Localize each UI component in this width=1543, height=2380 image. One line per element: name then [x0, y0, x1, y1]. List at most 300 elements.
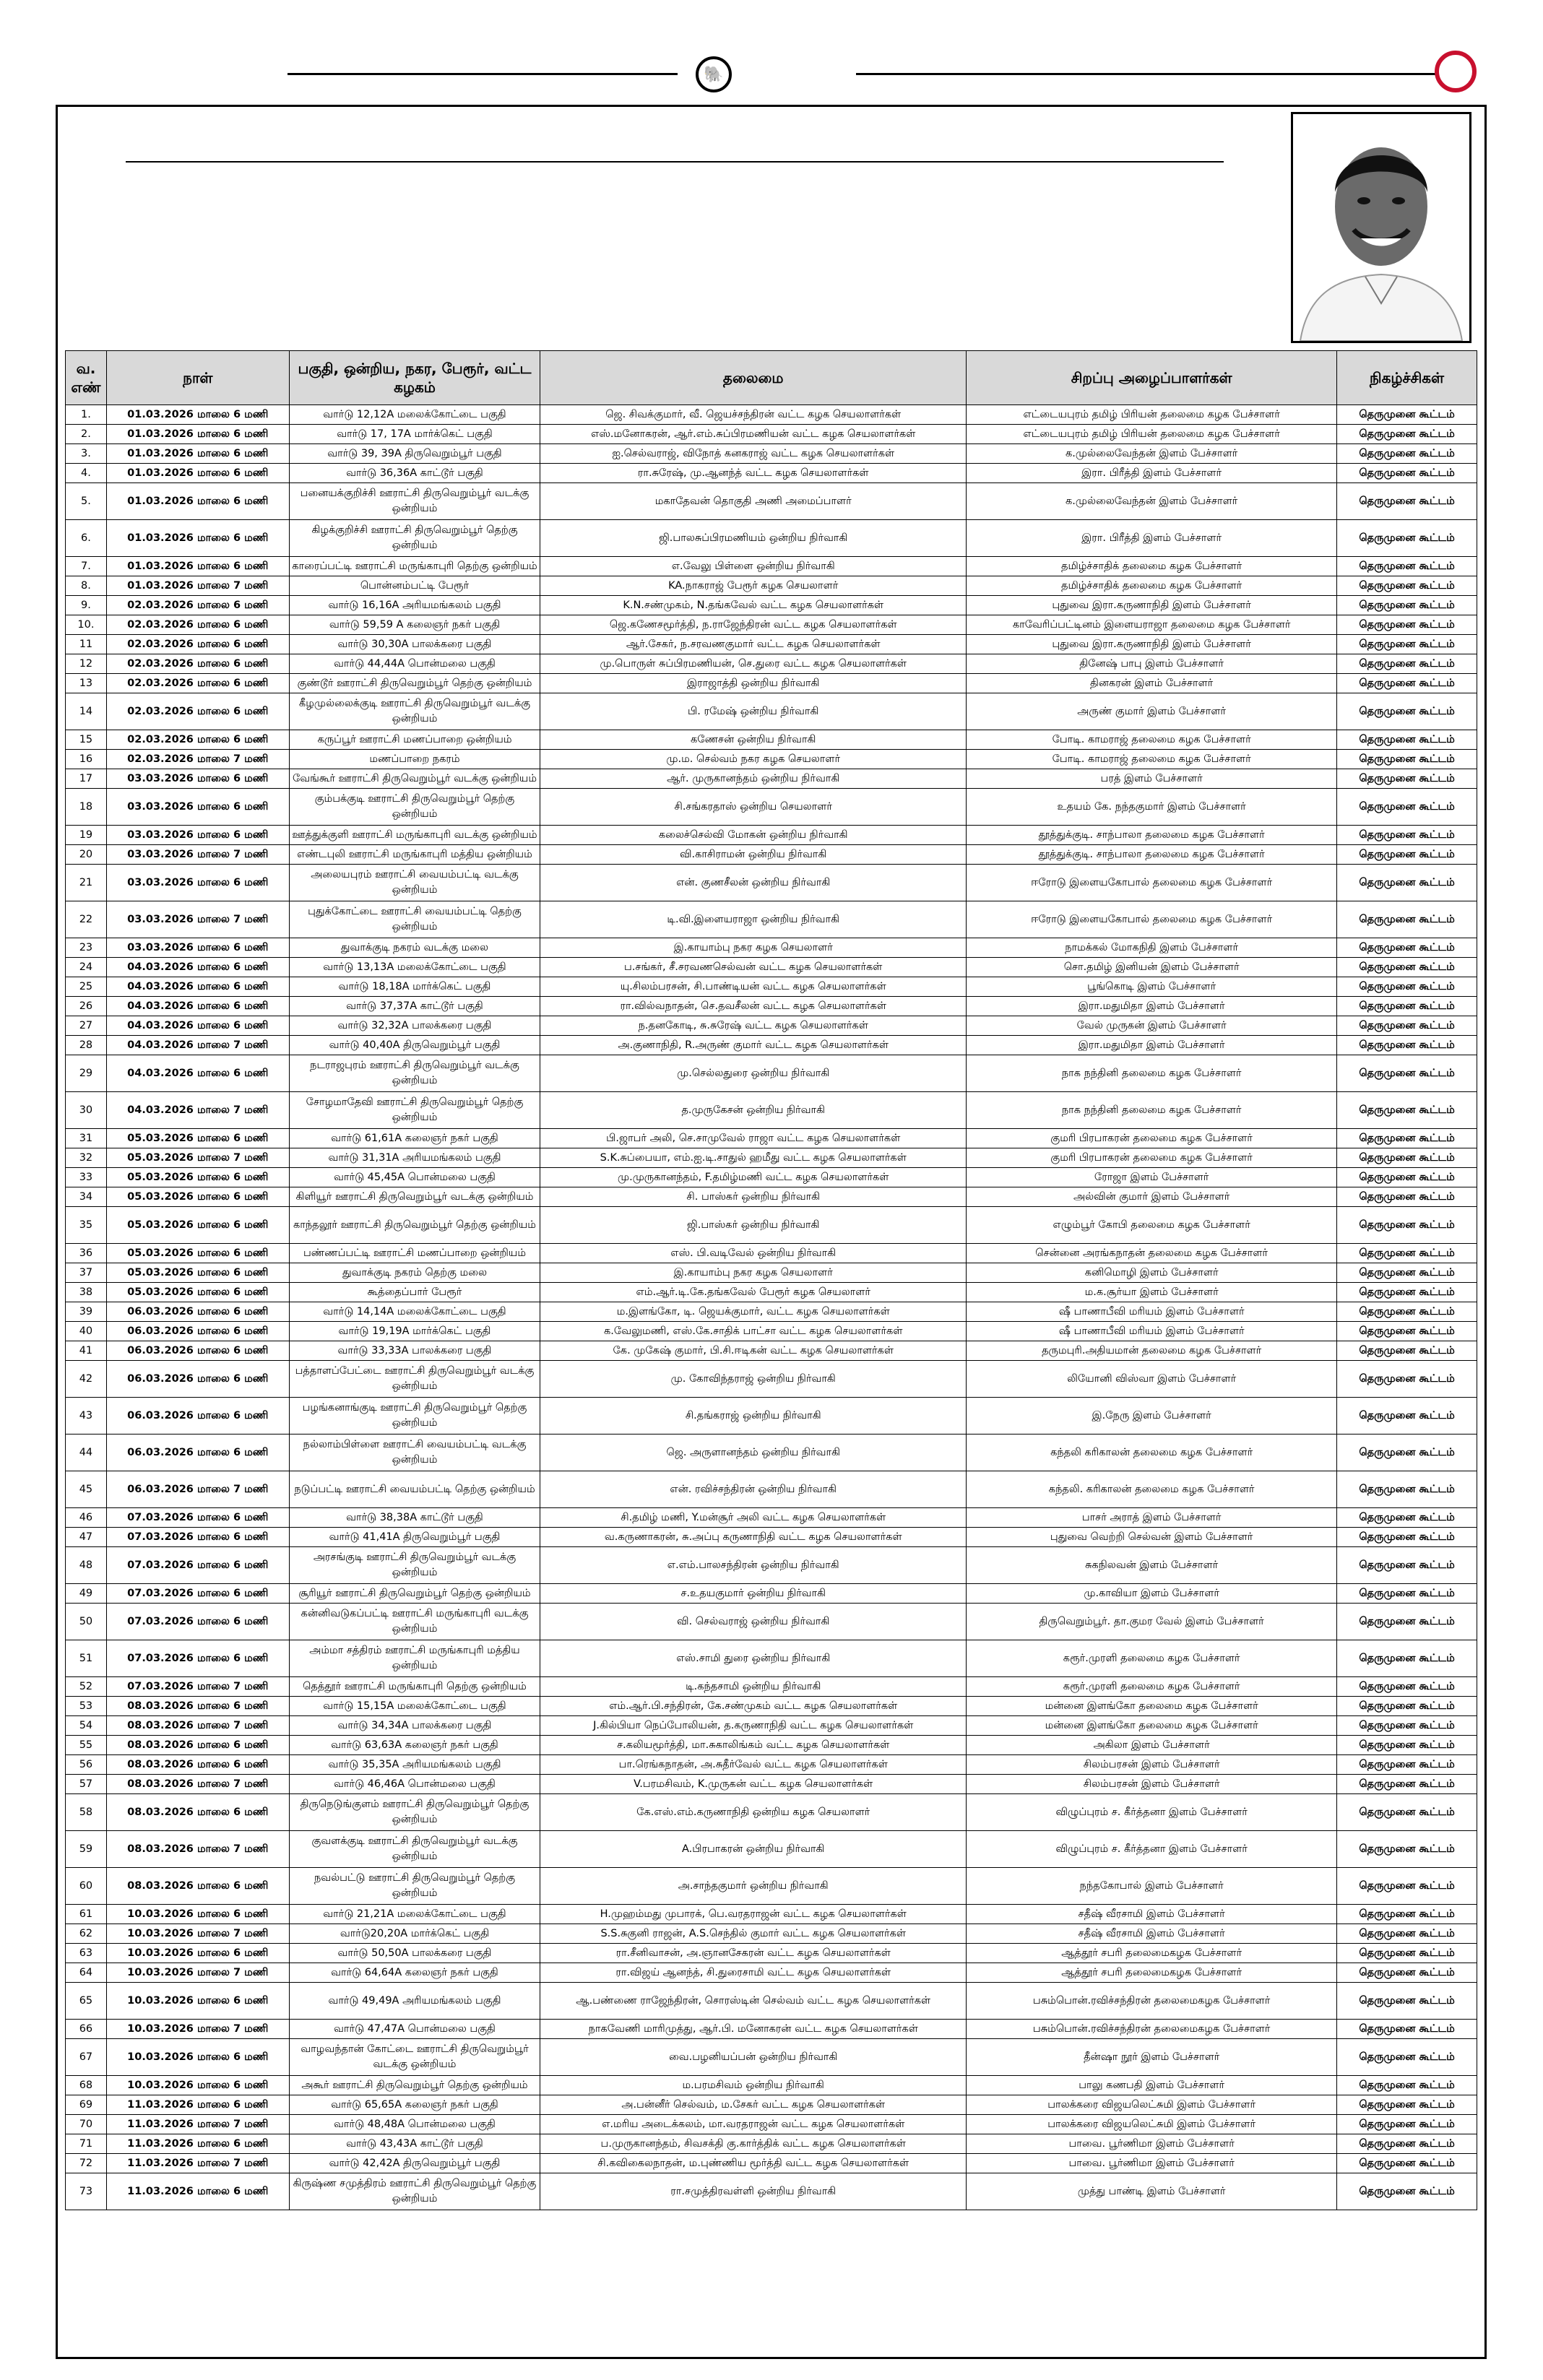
cell-area: வார்டு 36,36A காட்டூர் பகுதி [289, 464, 540, 483]
cell-chair: ந.தனகோடி, சு.சுரேஷ் வட்ட கழக செயலாளர்கள் [540, 1016, 967, 1036]
cell-serial: 12 [66, 654, 107, 674]
cell-event: தெருமுனை கூட்டம் [1337, 1677, 1477, 1697]
table-row [66, 1016, 1477, 1036]
cell-guests: கனிமொழி இளம் பேச்சாளர் [967, 1263, 1337, 1283]
cell-area: வார்டு 47,47A பொன்மலை பகுதி [289, 2020, 540, 2039]
cell-serial: 1. [66, 405, 107, 425]
table-row [66, 520, 1477, 557]
table-row [66, 1944, 1477, 1963]
cell-area: வார்டு 61,61A கலைஞர் நகர் பகுதி [289, 1129, 540, 1148]
cell-guests: அகிலா இளம் பேச்சாளர் [967, 1736, 1337, 1755]
cell-event: தெருமுனை கூட்டம் [1337, 1697, 1477, 1716]
cell-event: தெருமுனை கூட்டம் [1337, 1016, 1477, 1036]
cell-area: சூரியூர் ஊராட்சி திருவெறும்பூர் தெற்கு ஒன்றியம் [289, 1584, 540, 1604]
cell-date: 01.03.2026 மாலை 6 மணி [106, 557, 289, 576]
cell-area: வார்டு 17, 17A மார்க்கெட் பகுதி [289, 425, 540, 444]
table-row [66, 2134, 1477, 2154]
cell-event: தெருமுனை கூட்டம் [1337, 520, 1477, 557]
cell-chair: ச.உதயகுமார் ஒன்றிய நிர்வாகி [540, 1584, 967, 1604]
cell-date: 03.03.2026 மாலை 6 மணி [106, 938, 289, 958]
cell-event: தெருமுனை கூட்டம் [1337, 769, 1477, 789]
cell-chair: என். குணசீலன் ஒன்றிய நிர்வாகி [540, 865, 967, 901]
cell-date: 10.03.2026 மாலை 7 மணி [106, 1924, 289, 1944]
cell-event: தெருமுனை கூட்டம் [1337, 635, 1477, 654]
events-table [65, 350, 1477, 2210]
table-row [66, 865, 1477, 901]
col-header-chair: தலைமை [540, 351, 967, 405]
cell-event: தெருமுனை கூட்டம் [1337, 2173, 1477, 2210]
cell-guests: தமிழ்ச்சாதிக் தலைமை கழக பேச்சாளர் [967, 557, 1337, 576]
cell-area: வார்டு20,20A மார்க்கெட் பகுதி [289, 1924, 540, 1944]
cell-event: தெருமுனை கூட்டம் [1337, 1187, 1477, 1207]
cell-serial: 50 [66, 1604, 107, 1640]
table-row [66, 1361, 1477, 1398]
cell-guests: உதயம் கே. நந்தகுமார் இளம் பேச்சாளர் [967, 789, 1337, 826]
cell-serial: 27 [66, 1016, 107, 1036]
cell-area: வார்டு 21,21A மலைக்கோட்டை பகுதி [289, 1905, 540, 1924]
table-row [66, 1547, 1477, 1584]
cell-date: 05.03.2026 மாலை 6 மணி [106, 1129, 289, 1148]
cell-date: 04.03.2026 மாலை 6 மணி [106, 1016, 289, 1036]
cell-event: தெருமுனை கூட்டம் [1337, 730, 1477, 750]
cell-date: 08.03.2026 மாலை 6 மணி [106, 1697, 289, 1716]
cell-area: எண்டபுலி ஊராட்சி மருங்காபுரி மத்திய ஒன்றியம் [289, 845, 540, 865]
cell-chair: எ.எம்.பாலசந்திரன் ஒன்றிய நிர்வாகி [540, 1547, 967, 1584]
cell-serial: 53 [66, 1697, 107, 1716]
cell-area: கீழமுல்லைக்குடி ஊராட்சி திருவெறும்பூர் வடக்கு ஒன்றியம் [289, 693, 540, 730]
cell-guests: நாமக்கல் மோகநிதி இளம் பேச்சாளர் [967, 938, 1337, 958]
cell-chair: எஸ்.சாமி துரை ஒன்றிய நிர்வாகி [540, 1640, 967, 1677]
cell-serial: 8. [66, 576, 107, 596]
table-row [66, 1471, 1477, 1508]
cell-area: நல்லாம்பிள்ளை ஊராட்சி வையம்பட்டி வடக்கு ஒன்றியம் [289, 1435, 540, 1471]
cell-guests: பசும்பொன்.ரவிச்சந்திரன் தலைமைகழக பேச்சாளர் [967, 1983, 1337, 2020]
cell-chair: பி.ஜாபர் அலி, செ.சாமுவேல் ராஜா வட்ட கழக செயலாளர்கள் [540, 1129, 967, 1148]
cell-chair: டி.வி.இளையராஜா ஒன்றிய நிர்வாகி [540, 901, 967, 938]
cell-date: 02.03.2026 மாலை 6 மணி [106, 674, 289, 693]
cell-serial: 54 [66, 1716, 107, 1736]
cell-guests: தினகரன் இளம் பேச்சாளர் [967, 674, 1337, 693]
table-row [66, 1398, 1477, 1435]
cell-guests: குமரி பிரபாகரன் தலைமை கழக பேச்சாளர் [967, 1148, 1337, 1168]
cell-area: அலையபுரம் ஊராட்சி வையம்பட்டி வடக்கு ஒன்றியம் [289, 865, 540, 901]
cell-chair: ரா.வில்வநாதன், செ.தவசீலன் வட்ட கழக செயலாளர்கள் [540, 997, 967, 1016]
cell-chair: சி.தமிழ் மணி, Y.மன்சூர் அலி வட்ட கழக செயலாளர்கள் [540, 1508, 967, 1528]
cell-chair: ரா.சுரேஷ், மு.ஆனந்த் வட்ட கழக செயலாளர்கள் [540, 464, 967, 483]
cell-date: 10.03.2026 மாலை 6 மணி [106, 2039, 289, 2076]
cell-chair: எஸ்.மனோகரன், ஆர்.எம்.சுப்பிரமணியன் வட்ட கழக செயலாளர்கள் [540, 425, 967, 444]
cell-date: 06.03.2026 மாலை 6 மணி [106, 1435, 289, 1471]
cell-guests: இரா.மதுமிதா இளம் பேச்சாளர் [967, 997, 1337, 1016]
cell-chair: மு.முருகானந்தம், F.தமிழ்மணி வட்ட கழக செயலாளர்கள் [540, 1168, 967, 1187]
cell-guests: பூங்கொடி இளம் பேச்சாளர் [967, 977, 1337, 997]
cell-serial: 22 [66, 901, 107, 938]
cell-serial: 16 [66, 750, 107, 769]
cell-area: கூத்தைப்பார் பேரூர் [289, 1283, 540, 1302]
cell-date: 08.03.2026 மாலை 7 மணி [106, 1831, 289, 1868]
table-row [66, 901, 1477, 938]
cell-event: தெருமுனை கூட்டம் [1337, 997, 1477, 1016]
table-row [66, 938, 1477, 958]
cell-serial: 41 [66, 1341, 107, 1361]
cell-event: தெருமுனை கூட்டம் [1337, 1471, 1477, 1508]
cell-chair: V.பரமசிவம், K.முருகன் வட்ட கழக செயலாளர்கள் [540, 1775, 967, 1794]
cell-serial: 26 [66, 997, 107, 1016]
cell-guests: ஷீ பாணாபீவி மரியம் இளம் பேச்சாளர் [967, 1302, 1337, 1322]
cell-area: வார்டு 43,43A காட்டூர் பகுதி [289, 2134, 540, 2154]
cell-date: 02.03.2026 மாலை 6 மணி [106, 635, 289, 654]
cell-event: தெருமுனை கூட்டம் [1337, 977, 1477, 997]
cell-area: வார்டு 16,16A அரியமங்கலம் பகுதி [289, 596, 540, 615]
cell-event: தெருமுனை கூட்டம் [1337, 1963, 1477, 1983]
cell-event: தெருமுனை கூட்டம் [1337, 1868, 1477, 1905]
cell-event: தெருமுனை கூட்டம் [1337, 483, 1477, 520]
table-row [66, 1528, 1477, 1547]
cell-area: மணப்பாறை நகரம் [289, 750, 540, 769]
cell-chair: அ.குணாநிதி, R.அருண் குமார் வட்ட கழக செயலாளர்கள் [540, 1036, 967, 1055]
cell-date: 10.03.2026 மாலை 6 மணி [106, 1905, 289, 1924]
cell-serial: 58 [66, 1794, 107, 1831]
cell-guests: கரூர்.முரளி தலைமை கழக பேச்சாளர் [967, 1677, 1337, 1697]
cell-guests: வேல் முருகன் இளம் பேச்சாளர் [967, 1016, 1337, 1036]
cell-guests: தமிழ்ச்சாதிக் தலைமை கழக பேச்சாளர் [967, 576, 1337, 596]
cell-area: வார்டு 37,37A காட்டூர் பகுதி [289, 997, 540, 1016]
cell-guests: ஆத்தூர் சபரி தலைமைகழக பேச்சாளர் [967, 1944, 1337, 1963]
cell-guests: கந்தலி. கரிகாலன் தலைமை கழக பேச்சாளர் [967, 1471, 1337, 1508]
cell-serial: 28 [66, 1036, 107, 1055]
cell-date: 11.03.2026 மாலை 6 மணி [106, 2095, 289, 2115]
cell-event: தெருமுனை கூட்டம் [1337, 1983, 1477, 2020]
cell-chair: வி.காசிராமன் ஒன்றிய நிர்வாகி [540, 845, 967, 865]
table-row [66, 1036, 1477, 1055]
cell-event: தெருமுனை கூட்டம் [1337, 1584, 1477, 1604]
cell-chair: கணேசன் ஒன்றிய நிர்வாகி [540, 730, 967, 750]
cell-chair: எ.வேலு பிள்ளை ஒன்றிய நிர்வாகி [540, 557, 967, 576]
cell-serial: 10. [66, 615, 107, 635]
cell-guests: விழுப்புரம் ச. கீர்த்தனா இளம் பேச்சாளர் [967, 1794, 1337, 1831]
cell-guests: சொ.தமிழ் இனியன் இளம் பேச்சாளர் [967, 958, 1337, 977]
cell-serial: 14 [66, 693, 107, 730]
cell-date: 05.03.2026 மாலை 6 மணி [106, 1187, 289, 1207]
cell-chair: A.பிரபாகரன் ஒன்றிய நிர்வாகி [540, 1831, 967, 1868]
cell-guests: ஈரோடு இளையகோபால் தலைமை கழக பேச்சாளர் [967, 865, 1337, 901]
table-row [66, 1584, 1477, 1604]
cell-guests: முத்து பாண்டி இளம் பேச்சாளர் [967, 2173, 1337, 2210]
cell-date: 10.03.2026 மாலை 6 மணி [106, 1944, 289, 1963]
cell-serial: 51 [66, 1640, 107, 1677]
cell-event: தெருமுனை கூட்டம் [1337, 2134, 1477, 2154]
cell-serial: 61 [66, 1905, 107, 1924]
cell-area: வார்டு 18,18A மார்க்கெட் பகுதி [289, 977, 540, 997]
cell-event: தெருமுனை கூட்டம் [1337, 1716, 1477, 1736]
cell-chair: மு.பொருள் சுப்பிரமணியன், செ.துரை வட்ட கழக செயலாளர்கள் [540, 654, 967, 674]
table-row [66, 1302, 1477, 1322]
table-row [66, 826, 1477, 845]
table-row [66, 1148, 1477, 1168]
cell-event: தெருமுனை கூட்டம் [1337, 750, 1477, 769]
table-row [66, 2173, 1477, 2210]
cell-area: கிளியூர் ஊராட்சி திருவெறும்பூர் வடக்கு ஒன்றியம் [289, 1187, 540, 1207]
cell-serial: 2. [66, 425, 107, 444]
cell-serial: 21 [66, 865, 107, 901]
table-row [66, 1736, 1477, 1755]
cell-area: வார்டு 30,30A பாலக்கரை பகுதி [289, 635, 540, 654]
table-row [66, 1794, 1477, 1831]
cell-date: 06.03.2026 மாலை 6 மணி [106, 1361, 289, 1398]
cell-area: பனையக்குறிச்சி ஊராட்சி திருவெறும்பூர் வடக்கு ஒன்றியம் [289, 483, 540, 520]
cell-event: தெருமுனை கூட்டம் [1337, 2115, 1477, 2134]
cell-event: தெருமுனை கூட்டம் [1337, 1129, 1477, 1148]
cell-event: தெருமுனை கூட்டம் [1337, 405, 1477, 425]
table-row [66, 977, 1477, 997]
table-row [66, 615, 1477, 635]
cell-chair: மு.செல்லதுரை ஒன்றிய நிர்வாகி [540, 1055, 967, 1092]
cell-event: தெருமுனை கூட்டம் [1337, 674, 1477, 693]
cell-serial: 20 [66, 845, 107, 865]
table-row [66, 674, 1477, 693]
cell-guests: எட்டையபுரம் தமிழ் பிரியன் தலைமை கழக பேச்சாளர் [967, 425, 1337, 444]
cell-serial: 59 [66, 1831, 107, 1868]
cell-guests: ஷீ பாணாபீவி மரியம் இளம் பேச்சாளர் [967, 1322, 1337, 1341]
table-row [66, 1508, 1477, 1528]
portrait-image [1293, 114, 1469, 341]
cell-serial: 39 [66, 1302, 107, 1322]
cell-serial: 43 [66, 1398, 107, 1435]
cell-chair: அ.பன்னீர் செல்வம், ம.சேகர் வட்ட கழக செயலாளர்கள் [540, 2095, 967, 2115]
cell-date: 06.03.2026 மாலை 6 மணி [106, 1322, 289, 1341]
table-row [66, 1263, 1477, 1283]
cell-area: வார்டு 40,40A திருவெறும்பூர் பகுதி [289, 1036, 540, 1055]
cell-guests: இரா. பிரீத்தி இளம் பேச்சாளர் [967, 520, 1337, 557]
cell-guests: நாக நந்தினி தலைமை கழக பேச்சாளர் [967, 1092, 1337, 1129]
cell-date: 07.03.2026 மாலை 6 மணி [106, 1604, 289, 1640]
cell-chair: ரா.விஜய் ஆனந்த், சி.துரைசாமி வட்ட கழக செயலாளர்கள் [540, 1963, 967, 1983]
cell-serial: 33 [66, 1168, 107, 1187]
table-row [66, 789, 1477, 826]
cell-serial: 24 [66, 958, 107, 977]
cell-event: தெருமுனை கூட்டம் [1337, 1905, 1477, 1924]
cell-chair: கலைச்செல்வி மோகன் ஒன்றிய நிர்வாகி [540, 826, 967, 845]
cell-area: துவாக்குடி நகரம் தெற்கு மலை [289, 1263, 540, 1283]
cell-guests: குமரி பிரபாகரன் தலைமை கழக பேச்சாளர் [967, 1129, 1337, 1148]
cell-date: 10.03.2026 மாலை 7 மணி [106, 1963, 289, 1983]
cell-guests: கந்தலி கரிகாலன் தலைமை கழக பேச்சாளர் [967, 1435, 1337, 1471]
table-row [66, 1924, 1477, 1944]
cell-guests: ம.க.சூர்யா இளம் பேச்சாளர் [967, 1283, 1337, 1302]
cell-area: தெத்தூர் ஊராட்சி மருங்காபுரி தெற்கு ஒன்றியம் [289, 1677, 540, 1697]
table-row [66, 1244, 1477, 1263]
cell-chair: S.K.சுப்பையா, எம்.ஐ.டி.சாதுல் ஹமீது வட்ட கழக செயலாளர்கள் [540, 1148, 967, 1168]
cell-chair: கே. முகேஷ் குமார், பி.சி.ஈடிகன் வட்ட கழக செயலாளர்கள் [540, 1341, 967, 1361]
cell-date: 04.03.2026 மாலை 6 மணி [106, 977, 289, 997]
cell-serial: 34 [66, 1187, 107, 1207]
cell-area: நடுப்பட்டி ஊராட்சி வையம்பட்டி தெற்கு ஒன்றியம் [289, 1471, 540, 1508]
cell-area: வார்டு 33,33A பாலக்கரை பகுதி [289, 1341, 540, 1361]
cell-serial: 62 [66, 1924, 107, 1944]
cell-event: தெருமுனை கூட்டம் [1337, 1302, 1477, 1322]
cell-guests: லியோனி விஸ்வா இளம் பேச்சாளர் [967, 1361, 1337, 1398]
cell-guests: அருண் குமார் இளம் பேச்சாளர் [967, 693, 1337, 730]
cell-serial: 37 [66, 1263, 107, 1283]
cell-area: குண்டூர் ஊராட்சி திருவெறும்பூர் தெற்கு ஒன்றியம் [289, 674, 540, 693]
cell-chair: எம்.ஆர்.டி.கே.தங்கவேல் பேரூர் கழக செயலாளர் [540, 1283, 967, 1302]
table-row [66, 2095, 1477, 2115]
cell-event: தெருமுனை கூட்டம் [1337, 1036, 1477, 1055]
cell-chair: S.S.சுகுனி ராஜன், A.S.செந்தில் குமார் வட்ட கழக செயலாளர்கள் [540, 1924, 967, 1944]
cell-event: தெருமுனை கூட்டம் [1337, 901, 1477, 938]
table-row [66, 2115, 1477, 2134]
cell-serial: 48 [66, 1547, 107, 1584]
cell-guests: தினேஷ் பாபு இளம் பேச்சாளர் [967, 654, 1337, 674]
cell-date: 08.03.2026 மாலை 6 மணி [106, 1868, 289, 1905]
table-row [66, 1716, 1477, 1736]
cell-area: பத்தாளப்பேட்டை ஊராட்சி திருவெறும்பூர் வடக்கு ஒன்றியம் [289, 1361, 540, 1398]
cell-guests: பாலக்கரை விஜயலெட்சுமி இளம் பேச்சாளர் [967, 2115, 1337, 2134]
cell-area: அகூர் ஊராட்சி திருவெறும்பூர் தெற்கு ஒன்றியம் [289, 2076, 540, 2095]
cell-event: தெருமுனை கூட்டம் [1337, 1361, 1477, 1398]
cell-date: 11.03.2026 மாலை 6 மணி [106, 2134, 289, 2154]
table-row [66, 635, 1477, 654]
cell-serial: 65 [66, 1983, 107, 2020]
cell-serial: 13 [66, 674, 107, 693]
cell-area: வார்டு 50,50A பாலக்கரை பகுதி [289, 1944, 540, 1963]
cell-date: 07.03.2026 மாலை 6 மணி [106, 1528, 289, 1547]
table-row [66, 483, 1477, 520]
cell-date: 03.03.2026 மாலை 6 மணி [106, 865, 289, 901]
cell-area: அரசங்குடி ஊராட்சி திருவெறும்பூர் வடக்கு ஒன்றியம் [289, 1547, 540, 1584]
cell-area: வார்டு 14,14A மலைக்கோட்டை பகுதி [289, 1302, 540, 1322]
cell-guests: அல்வின் குமார் இளம் பேச்சாளர் [967, 1187, 1337, 1207]
table-row [66, 1905, 1477, 1924]
cell-serial: 4. [66, 464, 107, 483]
cell-serial: 57 [66, 1775, 107, 1794]
cell-guests: போடி. காமராஜ் தலைமை கழக பேச்சாளர் [967, 750, 1337, 769]
table-row [66, 1055, 1477, 1092]
table-row [66, 444, 1477, 464]
table-row [66, 1168, 1477, 1187]
cell-event: தெருமுனை கூட்டம் [1337, 1322, 1477, 1341]
cell-serial: 35 [66, 1207, 107, 1244]
cell-guests: ஆத்தூர் சபரி தலைமைகழக பேச்சாளர் [967, 1963, 1337, 1983]
col-header-guests: சிறப்பு அழைப்பாளர்கள் [967, 351, 1337, 405]
cell-area: கருப்பூர் ஊராட்சி மணப்பாறை ஒன்றியம் [289, 730, 540, 750]
cell-serial: 40 [66, 1322, 107, 1341]
cell-event: தெருமுனை கூட்டம் [1337, 1244, 1477, 1263]
leader-photo [1291, 112, 1471, 343]
cell-serial: 18 [66, 789, 107, 826]
cell-date: 03.03.2026 மாலை 6 மணி [106, 826, 289, 845]
cell-guests: தீன்ஷா நூர் இளம் பேச்சாளர் [967, 2039, 1337, 2076]
cell-guests: பாவை. பூர்ணிமா இளம் பேச்சாளர் [967, 2134, 1337, 2154]
cell-date: 08.03.2026 மாலை 6 மணி [106, 1794, 289, 1831]
cell-chair: வ.கருணாகரன், சு.அப்பு கருணாநிதி வட்ட கழக செயலாளர்கள் [540, 1528, 967, 1547]
cell-date: 04.03.2026 மாலை 6 மணி [106, 997, 289, 1016]
cell-chair: எ.மரிய அடைக்கலம், மா.வரதராஜன் வட்ட கழக செயலாளர்கள் [540, 2115, 967, 2134]
cell-event: தெருமுனை கூட்டம் [1337, 1168, 1477, 1187]
cell-date: 03.03.2026 மாலை 6 மணி [106, 789, 289, 826]
cell-serial: 5. [66, 483, 107, 520]
cell-serial: 15 [66, 730, 107, 750]
cell-date: 01.03.2026 மாலை 6 மணி [106, 405, 289, 425]
col-header-date: நாள் [106, 351, 289, 405]
cell-date: 05.03.2026 மாலை 6 மணி [106, 1207, 289, 1244]
cell-chair: ஆ.பண்ணை ராஜேந்திரன், சொரஸ்டின் செல்வம் வட்ட கழக செயலாளர்கள் [540, 1983, 967, 2020]
cell-chair: பா.ரெங்கநாதன், அ.சுதீர்வேல் வட்ட கழக செயலாளர்கள் [540, 1755, 967, 1775]
cell-serial: 71 [66, 2134, 107, 2154]
cell-date: 10.03.2026 மாலை 6 மணி [106, 1983, 289, 2020]
cell-serial: 31 [66, 1129, 107, 1148]
cell-date: 05.03.2026 மாலை 7 மணி [106, 1148, 289, 1168]
cell-date: 02.03.2026 மாலை 6 மணி [106, 730, 289, 750]
cell-serial: 46 [66, 1508, 107, 1528]
cell-chair: ஜி.பாலசுப்பிரமணியம் ஒன்றிய நிர்வாகி [540, 520, 967, 557]
cell-guests: பரத் இளம் பேச்சாளர் [967, 769, 1337, 789]
cell-date: 05.03.2026 மாலை 6 மணி [106, 1283, 289, 1302]
table-row [66, 1963, 1477, 1983]
cell-serial: 69 [66, 2095, 107, 2115]
cell-guests: பசும்பொன்.ரவிச்சந்திரன் தலைமைகழக பேச்சாளர் [967, 2020, 1337, 2039]
cell-date: 03.03.2026 மாலை 7 மணி [106, 901, 289, 938]
cell-serial: 38 [66, 1283, 107, 1302]
cell-chair: மு. கோவிந்தராஜ் ஒன்றிய நிர்வாகி [540, 1361, 967, 1398]
cell-date: 05.03.2026 மாலை 6 மணி [106, 1168, 289, 1187]
table-row [66, 1868, 1477, 1905]
cell-area: நவல்பட்டு ஊராட்சி திருவெறும்பூர் தெற்கு ஒன்றியம் [289, 1868, 540, 1905]
cell-event: தெருமுனை கூட்டம் [1337, 425, 1477, 444]
cell-date: 01.03.2026 மாலை 6 மணி [106, 520, 289, 557]
cell-area: பொன்னம்பட்டி பேரூர் [289, 576, 540, 596]
cell-date: 01.03.2026 மாலை 6 மணி [106, 425, 289, 444]
cell-area: வார்டு 19,19A மார்க்கெட் பகுதி [289, 1322, 540, 1341]
cell-guests: தூத்துக்குடி. சாந்பாலா தலைமை கழக பேச்சாளர் [967, 845, 1337, 865]
table-row [66, 1187, 1477, 1207]
cell-date: 07.03.2026 மாலை 6 மணி [106, 1640, 289, 1677]
cell-event: தெருமுனை கூட்டம் [1337, 845, 1477, 865]
cell-date: 02.03.2026 மாலை 6 மணி [106, 693, 289, 730]
cell-guests: மன்னை இளங்கோ தலைமை கழக பேச்சாளர் [967, 1716, 1337, 1736]
table-row [66, 1677, 1477, 1697]
cell-date: 08.03.2026 மாலை 6 மணி [106, 1755, 289, 1775]
cell-chair: H.முஹம்மது முபாரக், பெ.வரதராஜன் வட்ட கழக செயலாளர்கள் [540, 1905, 967, 1924]
cell-serial: 23 [66, 938, 107, 958]
cell-area: சோழமாதேவி ஊராட்சி திருவெறும்பூர் தெற்கு ஒன்றியம் [289, 1092, 540, 1129]
cell-event: தெருமுனை கூட்டம் [1337, 444, 1477, 464]
table-row [66, 1283, 1477, 1302]
cell-area: பண்ணப்பட்டி ஊராட்சி மணப்பாறை ஒன்றியம் [289, 1244, 540, 1263]
cell-event: தெருமுனை கூட்டம் [1337, 789, 1477, 826]
table-row [66, 1640, 1477, 1677]
cell-area: வாழவந்தான் கோட்டை ஊராட்சி திருவெறும்பூர் வடக்கு ஒன்றியம் [289, 2039, 540, 2076]
cell-date: 03.03.2026 மாலை 7 மணி [106, 845, 289, 865]
cell-chair: சி.தங்கராஜ் ஒன்றிய நிர்வாகி [540, 1398, 967, 1435]
cell-serial: 64 [66, 1963, 107, 1983]
table-row [66, 654, 1477, 674]
cell-guests: தருமபுரி.அதியமான் தலைமை கழக பேச்சாளர் [967, 1341, 1337, 1361]
table-row [66, 425, 1477, 444]
table-row [66, 2154, 1477, 2173]
cell-area: வார்டு 12,12A மலைக்கோட்டை பகுதி [289, 405, 540, 425]
cell-serial: 63 [66, 1944, 107, 1963]
cell-event: தெருமுனை கூட்டம் [1337, 1944, 1477, 1963]
cell-chair: டி.கந்தசாமி ஒன்றிய நிர்வாகி [540, 1677, 967, 1697]
cell-serial: 70 [66, 2115, 107, 2134]
cell-chair: ப.முருகானந்தம், சிவசக்தி கு.கார்த்திக் வட்ட கழக செயலாளர்கள் [540, 2134, 967, 2154]
cell-guests: புதுவை இரா.கருணாநிதி இளம் பேச்சாளர் [967, 596, 1337, 615]
cell-area: வார்டு 65,65A கலைஞர் நகர் பகுதி [289, 2095, 540, 2115]
cell-guests: க.முல்லைவேந்தன் இளம் பேச்சாளர் [967, 444, 1337, 464]
cell-serial: 44 [66, 1435, 107, 1471]
cell-guests: கரூர்.முரளி தலைமை கழக பேச்சாளர் [967, 1640, 1337, 1677]
